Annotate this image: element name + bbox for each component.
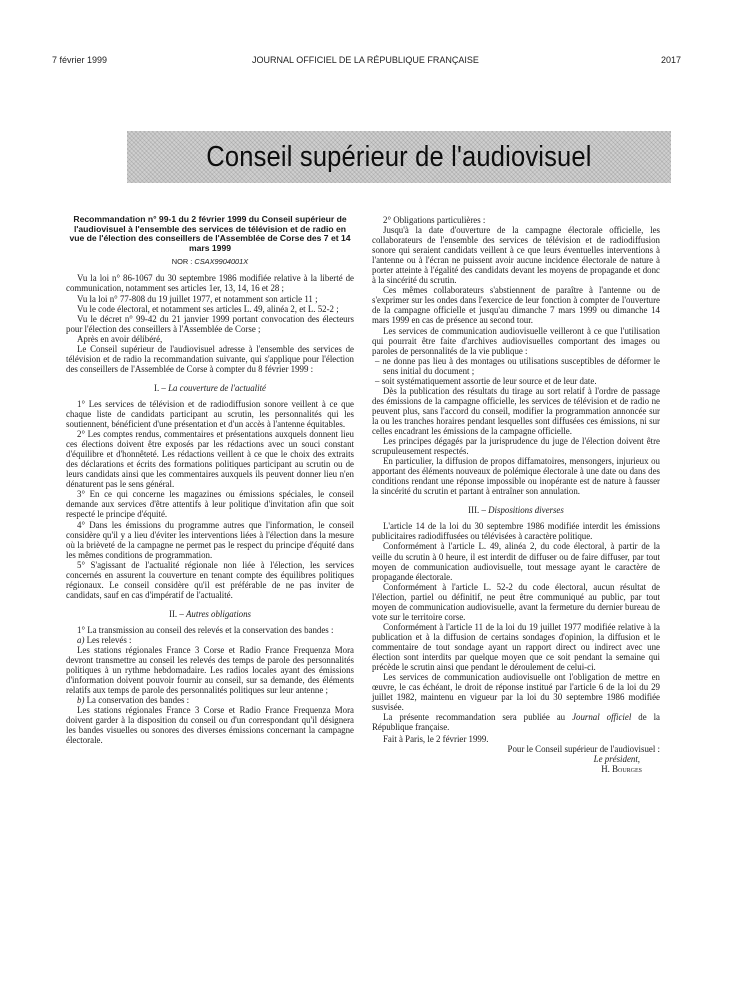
dash-item: – ne donne pas lieu à des montages ou utilisations susceptibles de déformer le sens initial du document ;	[375, 355, 660, 376]
section-number: II. –	[168, 608, 184, 619]
article-paragraph: 4° Dans les émissions du programme autres que l'information, le conseil considère qu'il y a lieu d'éviter les interventions liées à l'élection dans la mesure où la brièveté de la campagne ne permet pas le respect du principe d'équité dans les mêmes conditions de programmation.	[66, 519, 354, 560]
article-paragraph: 2° Les comptes rendus, commentaires et présentations auxquels donnent lieu ces élections doivent être exposés par les rédactions avec un souci constant d'équilibre et d'honnêteté. Les rédactions veillent à ce que le choix des extraits des déclarations et écrits des formations politiques participant au scrutin ou de leurs candidats ainsi que les commentaires auxquels ils peuvent donner lieu n'en dénaturent pas le sens général.	[66, 429, 354, 490]
nor-label: NOR :	[171, 257, 193, 267]
publication-prefix: La présente recommandation sera publiée au	[383, 712, 566, 723]
article-paragraph: 3° En ce qui concerne les magazines ou émissions spéciales, le conseil demande aux services d'être attentifs à leur politique d'invitation afin que soit respecté le principe d'équité.	[66, 489, 354, 520]
article-paragraph: L'article 14 de la loi du 30 septembre 1986 modifiée interdit les émissions publicitaires radiodiffusées ou télévisées à caractère politique.	[372, 521, 660, 542]
article-paragraph: Les services de communication audiovisuelle ont l'obligation de mettre en œuvre, le cas échéant, le droit de réponse institué par l'article 6 de la loi du 29 juillet 1982, maintenu en vigueur par la loi du 30 septembre 1986 modifiée susvisée.	[372, 672, 660, 713]
article-paragraph: 1° La transmission au conseil des relevés et la conservation des bandes :	[77, 624, 334, 635]
left-column	[66, 215, 354, 745]
subsection-heading-a	[66, 635, 354, 645]
publication-suffix: de la République française.	[372, 712, 660, 733]
article-paragraph: En particulier, la diffusion de propos diffamatoires, mensongers, injurieux ou apportant des éléments nouveaux de polémique électorale à une date ou dans des conditions rendant une réponse impossible ou inopérante est de nature à fausser la sincérité du scrutin et partant à entraîner son annulation.	[372, 456, 660, 497]
subsection-heading-b	[66, 695, 354, 705]
article-paragraph: Les principes dégagés par la jurisprudence du juge de l'élection doivent être scrupuleusement respectés.	[372, 436, 660, 457]
article-paragraph: Jusqu'à la date d'ouverture de la campagne électorale officielle, les collaborateurs de l'ensemble des services de télévision et de radiodiffusion sonore qui seraient candidats veillent à ce que leurs éventuelles interventions à l'antenne ou à l'écran ne puissent avoir aucune incidence électorale de nature à porter atteinte à l'égalité des candidats devant les moyens de propagande et donc à la sincérité du scrutin.	[372, 225, 660, 286]
recommendation-title: Recommandation n° 99-1 du 2 février 1999 du Conseil supérieur de l'audiovisuel à l'ensemble des services de télévision et de radio en vue de l'élection des conseillers de l'Assemblée de Corse des 7 et 14 mars 1999	[69, 214, 351, 253]
preamble-paragraph: Le Conseil supérieur de l'audiovisuel adresse à l'ensemble des services de télévision et de radio la recommandation suivante, qui s'applique pour l'élection des conseillers de l'Assemblée de Corse à compter du 8 février 1999 :	[66, 343, 354, 374]
journal-title: JOURNAL OFFICIEL DE LA RÉPUBLIQUE FRANÇAISE	[252, 55, 479, 65]
nor-reference	[66, 257, 354, 267]
article-paragraph: 5° S'agissant de l'actualité régionale non liée à l'élection, les services concernés en assurent la couverture en tenant compte des équilibres politiques régionaux. Le conseil considère qu'il est préférable de ne pas inviter de candidats, sauf en cas d'impératif de l'actualité.	[66, 559, 354, 600]
preamble-paragraph: Vu le code électoral, et notamment ses articles L. 49, alinéa 2, et L. 52-2 ;	[77, 303, 339, 314]
section-heading-3	[372, 505, 660, 515]
article-paragraph: Ces mêmes collaborateurs s'abstiennent de paraître à l'antenne ou de s'exprimer sur les ondes dans l'exercice de leur fonction à compter de l'ouverture de la campagne officielle et jusqu'au dimanche 7 mars 1999 ou dimanche 14 mars 1999 en cas de présence au second tour.	[372, 285, 660, 326]
right-column	[372, 215, 660, 775]
page-date: 7 février 1999	[52, 55, 108, 65]
section-heading-1	[66, 383, 354, 393]
publication-paragraph	[372, 712, 660, 732]
banner-title: Conseil supérieur de l'audiovisuel	[206, 140, 592, 173]
article-paragraph: Les services de communication audiovisuelle veilleront à ce que l'utilisation qui pourrait être faite d'archives audiovisuelles comportant des images ou paroles de personnalités de la vie publique :	[372, 325, 660, 356]
article-paragraph: Conformément à l'article L. 52-2 du code électoral, aucun résultat de l'élection, partiel ou définitif, ne peut être communiqué au public, par tout moyen de communication audiovisuelle, avant la fermeture du dernier bureau de vote sur le territoire corse.	[372, 581, 660, 622]
article-paragraph: 1° Les services de télévision et de radiodiffusion sonore veillent à ce que chaque liste de candidats participant au scrutin, les personnalités qui les soutiennent, bénéficient d'une présentation et d'un accès à l'antenne équitables.	[66, 398, 354, 430]
article-paragraph: Les stations régionales France 3 Corse et Radio France Frequenza Mora devront transmettre au conseil les relevés des temps de parole des personnalités politiques à un rythme hebdomadaire. Les radios locales ayant des émissions d'information doivent pouvoir fournir au conseil, sur sa demande, des éléments relatifs aux temps de parole des personnalités politiques sur leur antenne ;	[66, 645, 354, 696]
dash-item: – soit systématiquement assortie de leur source et de leur date.	[375, 375, 597, 386]
publication-journal: Journal officiel	[572, 712, 632, 723]
preamble-paragraph: Vu la loi n° 86-1067 du 30 septembre 1986 modifiée relative à la liberté de communication, notamment ses articles 1er, 13, 14, 16 et 28 ;	[66, 273, 354, 294]
article-paragraph: Dès la publication des résultats du tirage au sort relatif à l'ordre de passage des émissions de la campagne officielle, les services de télévision et de radio ne peuvent plus, sans l'accord du conseil, modifier la programmation annoncée sur la ou les tranches horaires pendant lesquelles sont diffusées ces émissions, ni sur celles encadrant les émissions de la campagne officielle.	[372, 385, 660, 436]
done-at: Fait à Paris, le 2 février 1999.	[383, 734, 489, 745]
preamble-paragraph: Vu la loi n° 77-808 du 19 juillet 1977, et notamment son article 11 ;	[77, 293, 318, 304]
section-number: I. –	[154, 382, 166, 393]
institution-banner	[127, 131, 671, 183]
preamble-paragraph: Vu le décret n° 99-42 du 21 janvier 1999 portant convocation des électeurs pour l'élection des conseillers à l'Assemblée de Corse ;	[66, 313, 354, 334]
section-title: La couverture de l'actualité	[168, 382, 266, 393]
preamble-paragraph: Après en avoir délibéré,	[77, 333, 163, 344]
signature-for: Pour le Conseil supérieur de l'audiovisuel :	[507, 744, 660, 755]
article-paragraph: Conformément à l'article L. 49, alinéa 2, du code électoral, à partir de la veille du scrutin à 0 heure, il est interdit de diffuser ou de faire diffuser, par tout moyen de communication audiovisuelle, tout message ayant le caractère de propagande électorale.	[372, 541, 660, 582]
obligations-heading: 2° Obligations particulières :	[383, 215, 486, 225]
signature-role: Le président,	[593, 754, 640, 765]
subsection-title: Les relevés :	[86, 634, 132, 645]
subsection-label: b)	[77, 695, 85, 706]
article-paragraph: Les stations régionales France 3 Corse et Radio France Frequenza Mora doivent garder à la disposition du conseil ou d'un correspondant qu'il désignera les bandes visuelles ou sonores des diverses émissions concernant la campagne électorale.	[66, 705, 354, 746]
subsection-label: a)	[77, 634, 85, 645]
article-paragraph: Conformément à l'article 11 de la loi du 19 juillet 1977 modifiée relative à la publication et à la diffusion de certains sondages d'opinion, la diffusion et le commentaire de tout sondage ayant un rapport direct ou indirect avec une élection sont interdits par quelque moyen que ce soit pendant la semaine qui précède le scrutin ainsi que pendant le déroulement de celui-ci.	[372, 621, 660, 673]
nor-code: CSAX9904001X	[194, 257, 249, 267]
section-heading-2	[66, 609, 354, 619]
signature-name: H. Bourges	[601, 764, 642, 775]
subsection-title: La conservation des bandes :	[86, 695, 190, 706]
section-number: III. –	[468, 505, 486, 516]
section-title: Autres obligations	[186, 608, 252, 619]
page-number: 2017	[660, 55, 681, 65]
section-title: Dispositions diverses	[488, 505, 564, 516]
